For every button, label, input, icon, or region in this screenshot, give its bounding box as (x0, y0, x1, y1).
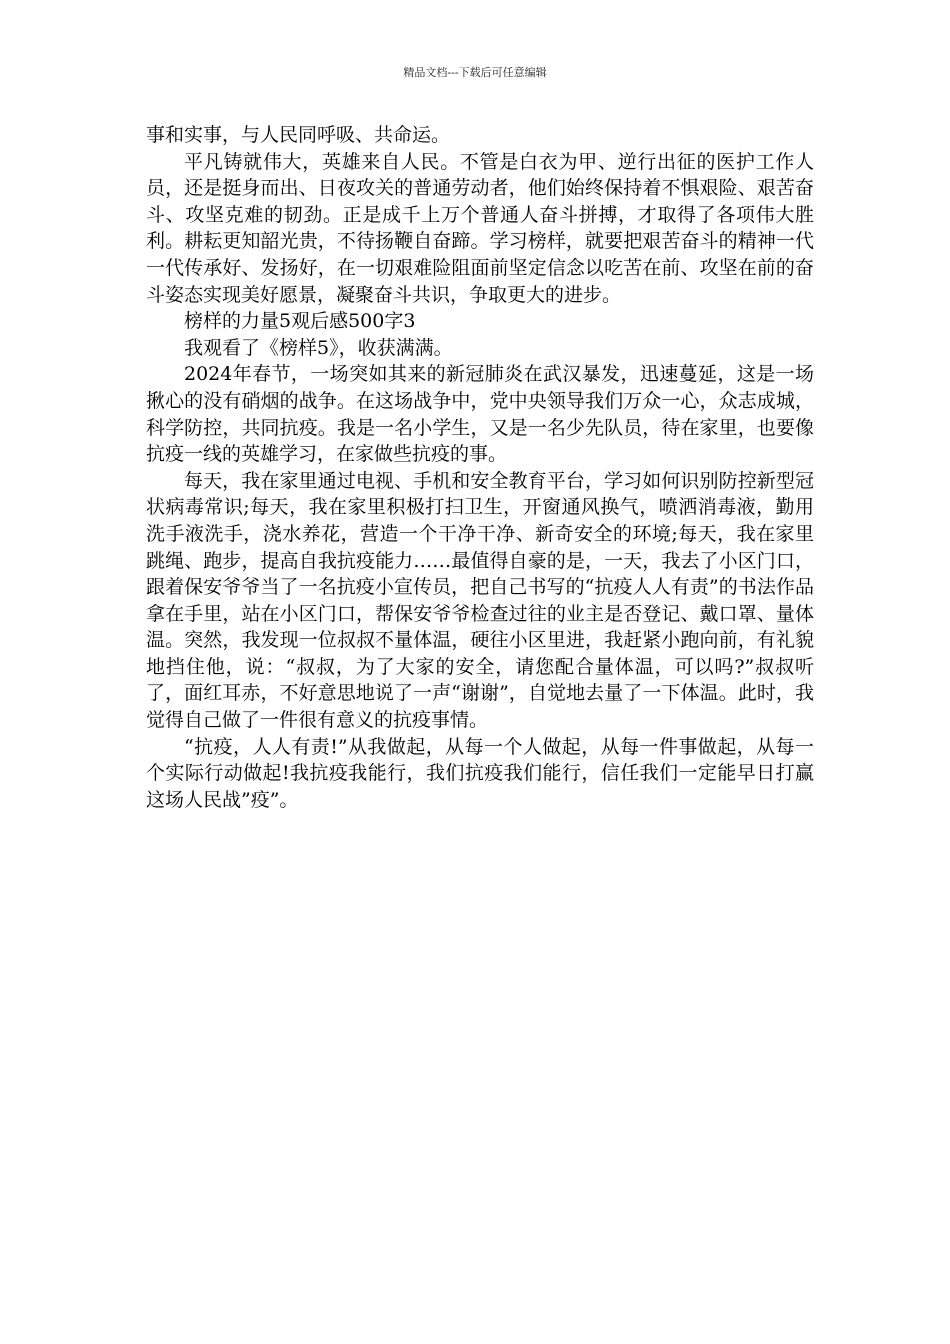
paragraph: 每天，我在家里通过电视、手机和安全教育平台，学习如何识别防控新型冠状病毒常识;每天，我在家里积极打扫卫生，开窗通风换气，喷洒消毒液，勤用洗手液洗手，浇水养花，营造一个干净干净、新奇安全的环境;每天，我在家里跳绳、跑步，提高自我抗疫能力……最值得自豪的是，一天，我去了小区门口，跟着保安爷爷当了一名抗疫小宣传员，把自己书写的“抗疫人人有责”的书法作品拿在手里，站在小区门口，帮保安爷爷检查过往的业主是否登记、戴口罩、量体温。突然，我发现一位叔叔不量体温，硬往小区里进，我赶紧小跑向前，有礼貌地挡住他，说：“叔叔，为了大家的安全，请您配合量体温，可以吗?”叔叔听了，面红耳赤，不好意思地说了一声“谢谢”，自觉地去量了一下体温。此时，我觉得自己做了一件很有意义的抗疫事情。 (146, 469, 814, 732)
paragraph: “抗疫，人人有责!”从我做起，从每一个人做起，从每一件事做起，从每一个实际行动做起!我抗疫我能行，我们抗疫我们能行，信任我们一定能早日打赢这场人民战”疫”。 (146, 735, 814, 811)
document-body (146, 122, 814, 813)
paragraph: 平凡铸就伟大，英雄来自人民。不管是白衣为甲、逆行出征的医护工作人员，还是挺身而出、日夜攻关的普通劳动者，他们始终保持着不惧艰险、艰苦奋斗、攻坚克难的韧劲。正是成千上万个普通人奋斗拼搏，才取得了各项伟大胜利。耕耘更知韶光贵，不待扬鞭自奋蹄。学习榜样，就要把艰苦奋斗的精神一代一代传承好、发扬好，在一切艰难险阻面前坚定信念以吃苦在前、攻坚在前的奋斗姿态实现美好愿景，凝聚奋斗共识，争取更大的进步。 (146, 150, 814, 306)
paragraph: 我观看了《榜样5》，收获满满。 (184, 336, 453, 359)
paragraph: 2024年春节，一场突如其来的新冠肺炎在武汉暴发，迅速蔓延，这是一场揪心的没有硝烟的战争。在这场战争中，党中央领导我们万众一心，众志成城，科学防控，共同抗疫。我是一名小学生，又是一名少先队员，待在家里，也要像抗疫一线的英雄学习，在家做些抗疫的事。 (146, 363, 814, 466)
section-title: 榜样的力量5观后感500字3 (184, 310, 416, 333)
paragraph-continuation: 事和实事，与人民同呼吸、共命运。 (146, 124, 451, 146)
page-header: 精品文档---下载后可任意编辑 (403, 66, 547, 79)
